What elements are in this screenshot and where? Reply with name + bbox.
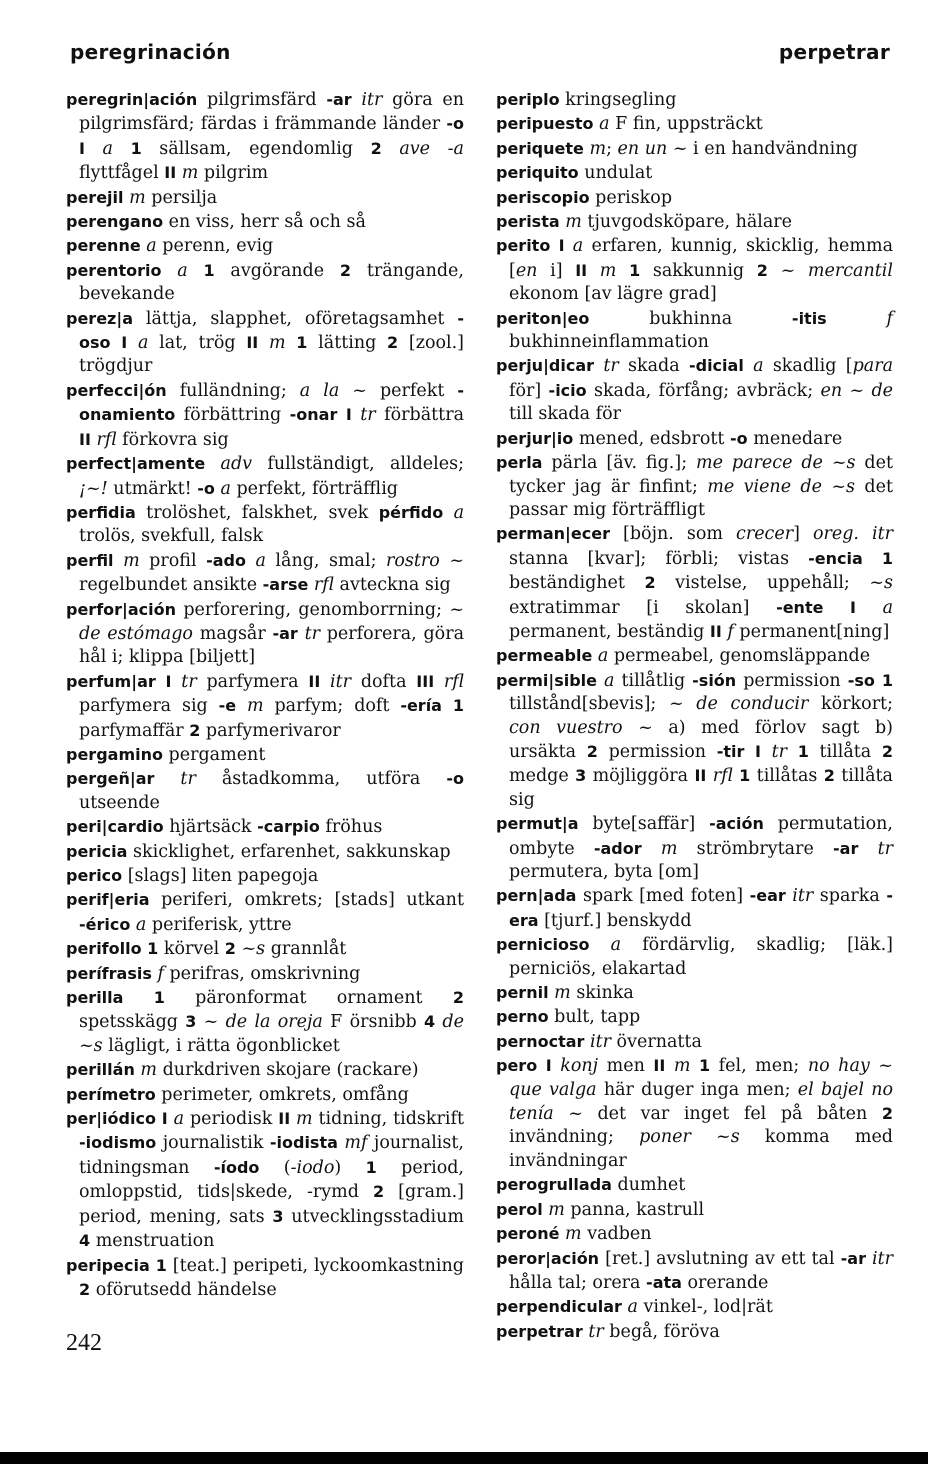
dictionary-entry: perejil m persilja	[66, 187, 218, 208]
dictionary-entry: perpendicular a vinkel-, lod|rät	[496, 1297, 773, 1318]
dictionary-entry: perífrasis f perifras, omskrivning	[66, 963, 361, 984]
dictionary-entry: permeable a permeabel, genomsläppande	[496, 646, 871, 667]
dictionary-entry: periquito undulat	[496, 163, 653, 184]
dictionary-entry: perpetrar tr begå, föröva	[496, 1321, 720, 1342]
running-head-right: perpetrar	[778, 40, 890, 64]
running-head-left: peregrinación	[70, 40, 231, 64]
dictionary-entry: peripuesto a F fin, uppsträckt	[496, 114, 763, 135]
dictionary-entry: perjur|io mened, edsbrott -o menedare	[496, 428, 843, 449]
dictionary-entry: pergamino pergament	[66, 744, 266, 765]
dictionary-entry: periscopio periskop	[496, 187, 673, 208]
dictionary-entry: peri|cardio hjärtsäck -carpio fröhus	[66, 817, 383, 838]
dictionary-entry: perfil m profil -ado a lång, smal; rostro ~ regelbundet ansikte -arse rfl avteckna sig	[66, 550, 464, 596]
dictionary-entry: perol m panna, kastrull	[496, 1199, 705, 1220]
dictionary-entry: perif|eria periferi, omkrets; [stads] utkant -érico a periferisk, yttre	[66, 890, 464, 935]
dictionary-entry: peripecia 1 [teat.] peripeti, lyckoomkastning 2 oförutsedd händelse	[66, 1255, 464, 1300]
dictionary-entry: perilla 1 päronformat ornament 2 spetsskägg 3 ~ de la oreja F örsnibb 4 de ~s lägligt, i rätta ögonblicket	[66, 988, 464, 1056]
dictionary-entry: perman|ecer [böjn. som crecer] oreg. itr stanna [kvar]; förbli; vistas -encia 1 beständighet 2 vistelse, uppehåll; ~s extratimmar [i skolan] -ente I a permanent, beständig II f permanent[ning]	[496, 524, 894, 642]
dictionary-entry: perista m tjuvgodsköpare, hälare	[496, 212, 793, 233]
dictionary-entry: peregrin|ación pilgrimsfärd -ar itr göra en pilgrimsfärd; färdas i främmande länder -o I a 1 sällsam, egendomlig 2 ave -a flyttfågel II m pilgrim	[66, 90, 464, 184]
dictionary-entry: perfum|ar I tr parfymera II itr dofta III rfl parfymera sig -e m parfym; doft -ería 1 parfymaffär 2 parfymerivaror	[66, 671, 464, 741]
dictionary-entry: pero I konj men II m 1 fel, men; no hay ~ que valga här duger inga men; el bajel no tenía ~ det var inget fel på båten 2 invändning; poner ~s komma med invändningar	[496, 1056, 894, 1171]
dictionary-entry: perenne a perenn, evig	[66, 236, 274, 257]
dictionary-entry: per|iódico I a periodisk II m tidning, tidskrift -iodismo journalistik -iodista mf journalist, tidningsman -íodo (-iodo) 1 period, omloppstid, tids|skede, -rymd 2 [gram.] period, mening, sats 3 utvecklingsstadium 4 menstruation	[66, 1109, 464, 1252]
dictionary-entry: perju|dicar tr skada -dicial a skadlig [para för] -icio skada, förfång; avbräck; en ~ de till skada för	[496, 356, 893, 425]
dictionary-entry: periplo kringsegling	[496, 90, 677, 110]
dictionary-entry: perfect|amente adv fullständigt, alldeles; ¡~! utmärkt! -o a perfekt, förträfflig	[66, 454, 464, 499]
dictionary-entry: perogrullada dumhet	[496, 1175, 686, 1196]
dictionary-entry: pernil m skinka	[496, 983, 634, 1004]
dictionary-entry: pergeñ|ar tr åstadkomma, utföra -o utseende	[66, 769, 464, 813]
bottom-scan-edge	[0, 1452, 928, 1464]
dictionary-entry: perico [slags] liten papegoja	[66, 866, 319, 886]
dictionary-entry: pern|ada spark [med foten] -ear itr sparka -era [tjurf.] benskydd	[496, 886, 893, 931]
dictionary-entry: perno bult, tapp	[496, 1007, 641, 1028]
dictionary-entry: peroné m vadben	[496, 1224, 652, 1245]
dictionary-entry: pernoctar itr övernatta	[496, 1031, 702, 1052]
dictionary-entry: pernicioso a fördärvlig, skadlig; [läk.] perniciös, elakartad	[496, 935, 893, 979]
left-column	[66, 88, 464, 1302]
right-column	[496, 88, 893, 1344]
dictionary-entry: permi|sible a tillåtlig -sión permission -so 1 tillstånd[sbevis]; ~ de conducir körkort; con vuestro ~ a) med förlov sagt b) ursäkta 2 permission -tir I tr 1 tillåta 2 medge 3 möjliggöra II rfl 1 tillåtas 2 tillåta sig	[496, 670, 894, 810]
dictionary-entry: periquete m; en un ~ i en handvändning	[496, 138, 858, 159]
dictionary-entry: perifollo 1 körvel 2 ~s grannlåt	[66, 939, 347, 960]
dictionary-entry: perentorio a 1 avgörande 2 trängande, bevekande	[66, 260, 464, 305]
dictionary-entry: perfecci|ón fulländning; a la ~ perfekt -onamiento förbättring -onar I tr förbättra II rfl förkovra sig	[66, 380, 465, 450]
dictionary-entry: perito I a erfaren, kunnig, skicklig, hemma [en i] II m 1 sakkunnig 2 ~ mercantil ekonom [av lägre grad]	[496, 236, 893, 305]
dictionary-entry: periton|eo bukhinna -itis f bukhinneinflammation	[496, 308, 893, 353]
dictionary-entry: pericia skicklighet, erfarenhet, sakkunskap	[66, 841, 451, 862]
dictionary-entry: permut|a byte[saffär] -ación permutation, ombyte -ador m strömbrytare -ar tr permutera, byta [om]	[496, 814, 893, 882]
dictionary-entry: perfidia trolöshet, falskhet, svek pérfido a trolös, svekfull, falsk	[66, 502, 464, 547]
dictionary-entry: perfor|ación perforering, genomborrning; ~ de estómago magsår -ar tr perforera, göra hål i; klippa [biljett]	[66, 599, 465, 668]
dictionary-entry: perla pärla [äv. fig.]; me parece de ~s det tycker jag är finfint; me viene de ~s det passar mig förträffligt	[496, 453, 894, 520]
dictionary-entry: perez|a lättja, slapphet, oföretagsamhet -oso I a lat, trög II m 1 lätting 2 [zool.] trögdjur	[66, 308, 465, 377]
page-number: 242	[66, 1330, 102, 1356]
dictionary-entry: perillán m durkdriven skojare (rackare)	[66, 1060, 419, 1081]
dictionary-entry: perengano en viss, herr så och så	[66, 212, 366, 233]
dictionary-entry: perímetro perimeter, omkrets, omfång	[66, 1084, 409, 1105]
dictionary-entry: peror|ación [ret.] avslutning av ett tal -ar itr hålla tal; orera -ata orerande	[496, 1248, 893, 1293]
